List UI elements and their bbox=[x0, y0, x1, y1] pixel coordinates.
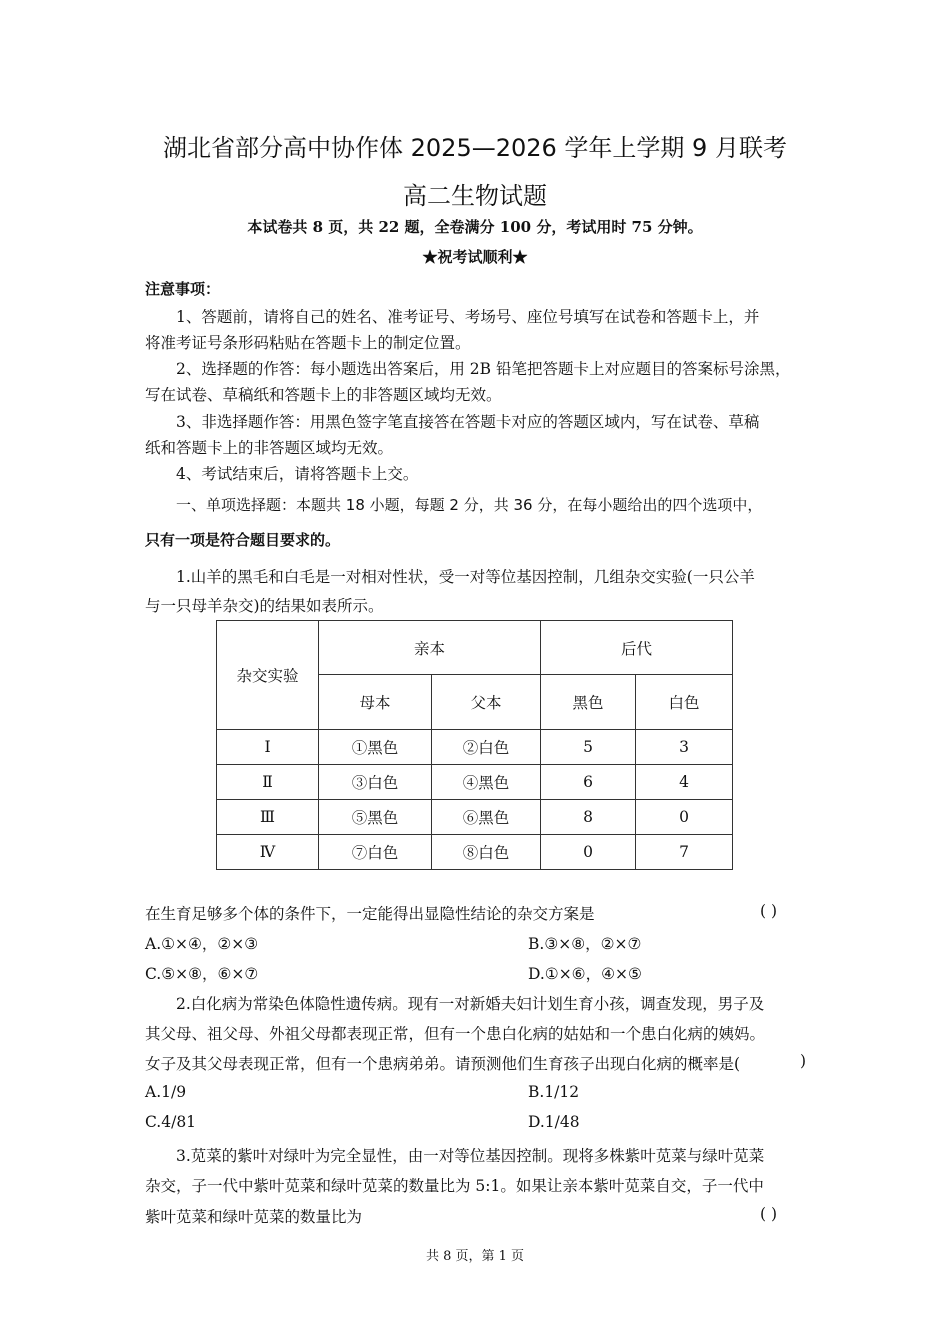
notice-item-2-line-2: 写在试卷、草稿纸和答题卡上的非答题区域均无效。 bbox=[145, 386, 502, 404]
q1-option-c: C.⑤×⑧，⑥×⑦ bbox=[145, 965, 259, 983]
exam-info: 本试卷共 8 页，共 22 题，全卷满分 100 分，考试用时 75 分钟。 bbox=[247, 218, 703, 236]
table-cell-white: 3 bbox=[636, 730, 733, 765]
q2-option-b: B.1/12 bbox=[528, 1083, 580, 1101]
notice-heading: 注意事项： bbox=[145, 280, 221, 298]
notice-item-1-line-2: 将准考证号条形码粘贴在答题卡上的制定位置。 bbox=[145, 334, 471, 352]
q1-option-d: D.①×⑥，④×⑤ bbox=[528, 965, 642, 983]
q2-option-c: C.4/81 bbox=[145, 1113, 197, 1131]
table-cell-black: 0 bbox=[541, 835, 636, 870]
table-cell-mother: ⑤黑色 bbox=[319, 800, 432, 835]
q1-answer-bracket: ( ) bbox=[760, 902, 778, 920]
q3-stem-line-2: 杂交，子一代中紫叶苋菜和绿叶苋菜的数量比为 5:1。如果让亲本紫叶苋菜自交，子一代中 bbox=[145, 1177, 764, 1195]
table-row bbox=[217, 835, 733, 870]
table-header-black: 黑色 bbox=[541, 675, 636, 730]
notice-item-4: 4、考试结束后，请将答题卡上交。 bbox=[176, 465, 419, 483]
table-cell-experiment: Ⅳ bbox=[217, 835, 319, 870]
table-cell-black: 6 bbox=[541, 765, 636, 800]
exam-title: 湖北省部分高中协作体 2025—2026 学年上学期 9 月联考 bbox=[163, 134, 787, 162]
table-cell-experiment: Ⅰ bbox=[217, 730, 319, 765]
q2-stem-line-2: 其父母、祖父母、外祖父母都表现正常，但有一个患白化病的姑姑和一个患白化病的姨妈。 bbox=[145, 1025, 766, 1043]
table-cell-mother: ③白色 bbox=[319, 765, 432, 800]
q1-option-a: A.①×④，②×③ bbox=[145, 935, 259, 953]
section-1-heading-line-1: 一、单项选择题：本题共 18 小题，每题 2 分，共 36 分，在每小题给出的四个选项中， bbox=[176, 496, 763, 514]
table-cell-father: ④黑色 bbox=[432, 765, 541, 800]
q1-stem-line-1: 1.山羊的黑毛和白毛是一对相对性状，受一对等位基因控制，几组杂交实验(一只公羊 bbox=[176, 568, 755, 586]
section-1-heading-line-2: 只有一项是符合题目要求的。 bbox=[145, 531, 341, 549]
table-header-offspring: 后代 bbox=[541, 621, 733, 675]
table-cell-black: 5 bbox=[541, 730, 636, 765]
table-row bbox=[217, 730, 733, 765]
table-cell-father: ②白色 bbox=[432, 730, 541, 765]
page-footer: 共 8 页，第 1 页 bbox=[425, 1249, 525, 1264]
q2-answer-bracket-end: ) bbox=[800, 1052, 807, 1070]
table-header-white: 白色 bbox=[636, 675, 733, 730]
table-row bbox=[217, 765, 733, 800]
table-cell-white: 4 bbox=[636, 765, 733, 800]
q3-answer-bracket: ( ) bbox=[760, 1205, 778, 1223]
notice-item-3-line-1: 3、非选择题作答：用黑色签字笔直接答在答题卡对应的答题区域内，写在试卷、草稿 bbox=[176, 413, 760, 431]
table-cell-father: ⑥黑色 bbox=[432, 800, 541, 835]
q3-stem-line-3: 紫叶苋菜和绿叶苋菜的数量比为 bbox=[145, 1208, 363, 1226]
notice-item-1-line-1: 1、答题前，请将自己的姓名、准考证号、考场号、座位号填写在试卷和答题卡上，并 bbox=[176, 308, 760, 326]
q2-option-a: A.1/9 bbox=[145, 1083, 187, 1101]
table-row bbox=[217, 800, 733, 835]
table-cell-experiment: Ⅲ bbox=[217, 800, 319, 835]
q2-stem-line-3: 女子及其父母表现正常，但有一个患病弟弟。请预测他们生育孩子出现白化病的概率是( bbox=[145, 1055, 741, 1073]
table-cell-father: ⑧白色 bbox=[432, 835, 541, 870]
table-cell-white: 7 bbox=[636, 835, 733, 870]
good-luck-line: ★祝考试顺利★ bbox=[422, 248, 528, 266]
notice-item-2-line-1: 2、选择题的作答：每小题选出答案后，用 2B 铅笔把答题卡上对应题目的答案标号涂黑， bbox=[176, 360, 791, 378]
q1-stem-line-2: 与一只母羊杂交)的结果如表所示。 bbox=[145, 597, 384, 615]
table-header-mother: 母本 bbox=[319, 675, 432, 730]
table-cell-black: 8 bbox=[541, 800, 636, 835]
exam-subtitle: 高二生物试题 bbox=[403, 182, 547, 210]
table-header-parents: 亲本 bbox=[319, 621, 541, 675]
notice-item-3-line-2: 纸和答题卡上的非答题区域均无效。 bbox=[145, 439, 394, 457]
table-header-father: 父本 bbox=[432, 675, 541, 730]
q2-stem-line-1: 2.白化病为常染色体隐性遗传病。现有一对新婚夫妇计划生育小孩，调查发现，男子及 bbox=[176, 995, 765, 1013]
table-cell-mother: ⑦白色 bbox=[319, 835, 432, 870]
table-cell-experiment: Ⅱ bbox=[217, 765, 319, 800]
q2-option-d: D.1/48 bbox=[528, 1113, 580, 1131]
q1-option-b: B.③×⑧，②×⑦ bbox=[528, 935, 642, 953]
q1-question: 在生育足够多个体的条件下，一定能得出显隐性结论的杂交方案是 bbox=[145, 905, 595, 923]
table-header-experiment: 杂交实验 bbox=[217, 621, 319, 730]
q3-stem-line-1: 3.苋菜的紫叶对绿叶为完全显性，由一对等位基因控制。现将多株紫叶苋菜与绿叶苋菜 bbox=[176, 1147, 765, 1165]
table-cell-white: 0 bbox=[636, 800, 733, 835]
table-cell-mother: ①黑色 bbox=[319, 730, 432, 765]
q1-cross-table bbox=[216, 620, 733, 870]
